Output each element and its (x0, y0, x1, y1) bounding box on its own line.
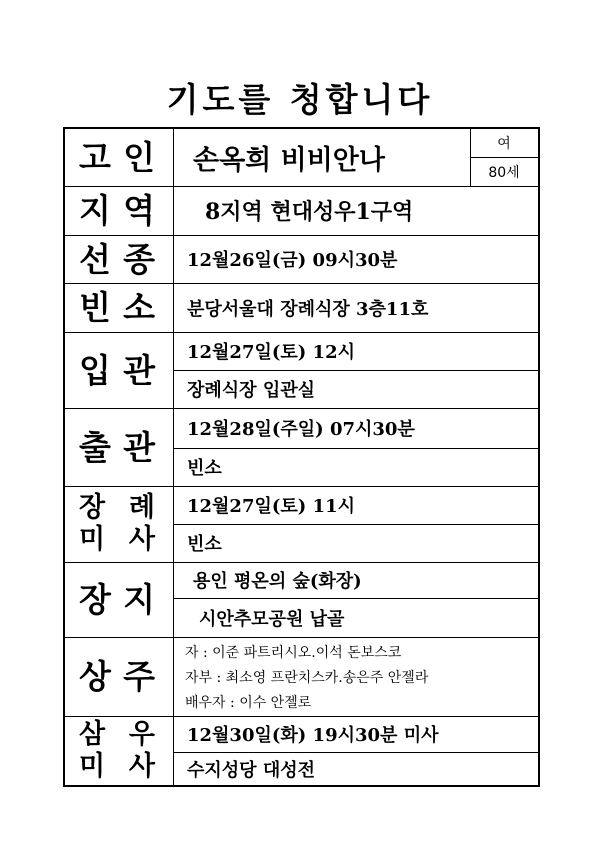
label-departure: 출 관 (79, 427, 155, 467)
death-datetime: 12월26일(금) 09시30분 (187, 250, 398, 271)
mourners-list (173, 637, 538, 716)
deceased-name: 손옥희 비비안나 (193, 145, 385, 176)
label-funeral-mass: 장 례 미 사 (79, 492, 155, 555)
label-memorial-mass: 삼 우 미 사 (79, 718, 155, 782)
mourners-spouse: 배우자 : 이수 안젤로 (185, 694, 312, 711)
region-value: 8지역 현대성우1구역 (205, 199, 414, 225)
deceased-age: 80세 (488, 164, 520, 181)
memorial-mass-place: 수지성당 대성전 (187, 759, 315, 781)
departure-time: 12월28일(주일) 07시30분 (187, 419, 415, 440)
label-mortuary: 빈 소 (79, 288, 155, 327)
label-deceased: 고 인 (79, 138, 155, 177)
encoffin-time: 12월27일(토) 12시 (187, 342, 355, 363)
mourners-sons: 자 : 이준 파트리시오.이석 돈보스코 (185, 644, 402, 661)
mortuary-location: 분당서울대 장례식장 3층11호 (187, 298, 429, 320)
page-title: 기도를 청합니다 (166, 80, 434, 119)
memorial-mass-time: 12월30일(화) 19시30분 미사 (187, 725, 439, 746)
obituary-table (63, 127, 540, 787)
funeral-mass-time: 12월27일(토) 11시 (187, 496, 355, 517)
burial-line2: 시안추모공원 납골 (199, 608, 345, 630)
label-encoffin: 입 관 (79, 350, 155, 390)
label-region: 지 역 (79, 191, 155, 230)
funeral-mass-place: 빈소 (187, 534, 222, 555)
burial-line1: 용인 평온의 숲(화장) (193, 571, 362, 592)
label-death: 선 종 (79, 239, 155, 279)
label-mourners: 상 주 (79, 657, 155, 696)
mourners-daughters-in-law: 자부 : 최소영 프란치스카.송은주 안젤라 (185, 669, 429, 686)
deceased-gender: 여 (497, 136, 511, 152)
encoffin-place: 장례식장 입관실 (187, 380, 315, 401)
departure-place: 빈소 (187, 458, 222, 479)
label-burial: 장 지 (79, 580, 155, 619)
